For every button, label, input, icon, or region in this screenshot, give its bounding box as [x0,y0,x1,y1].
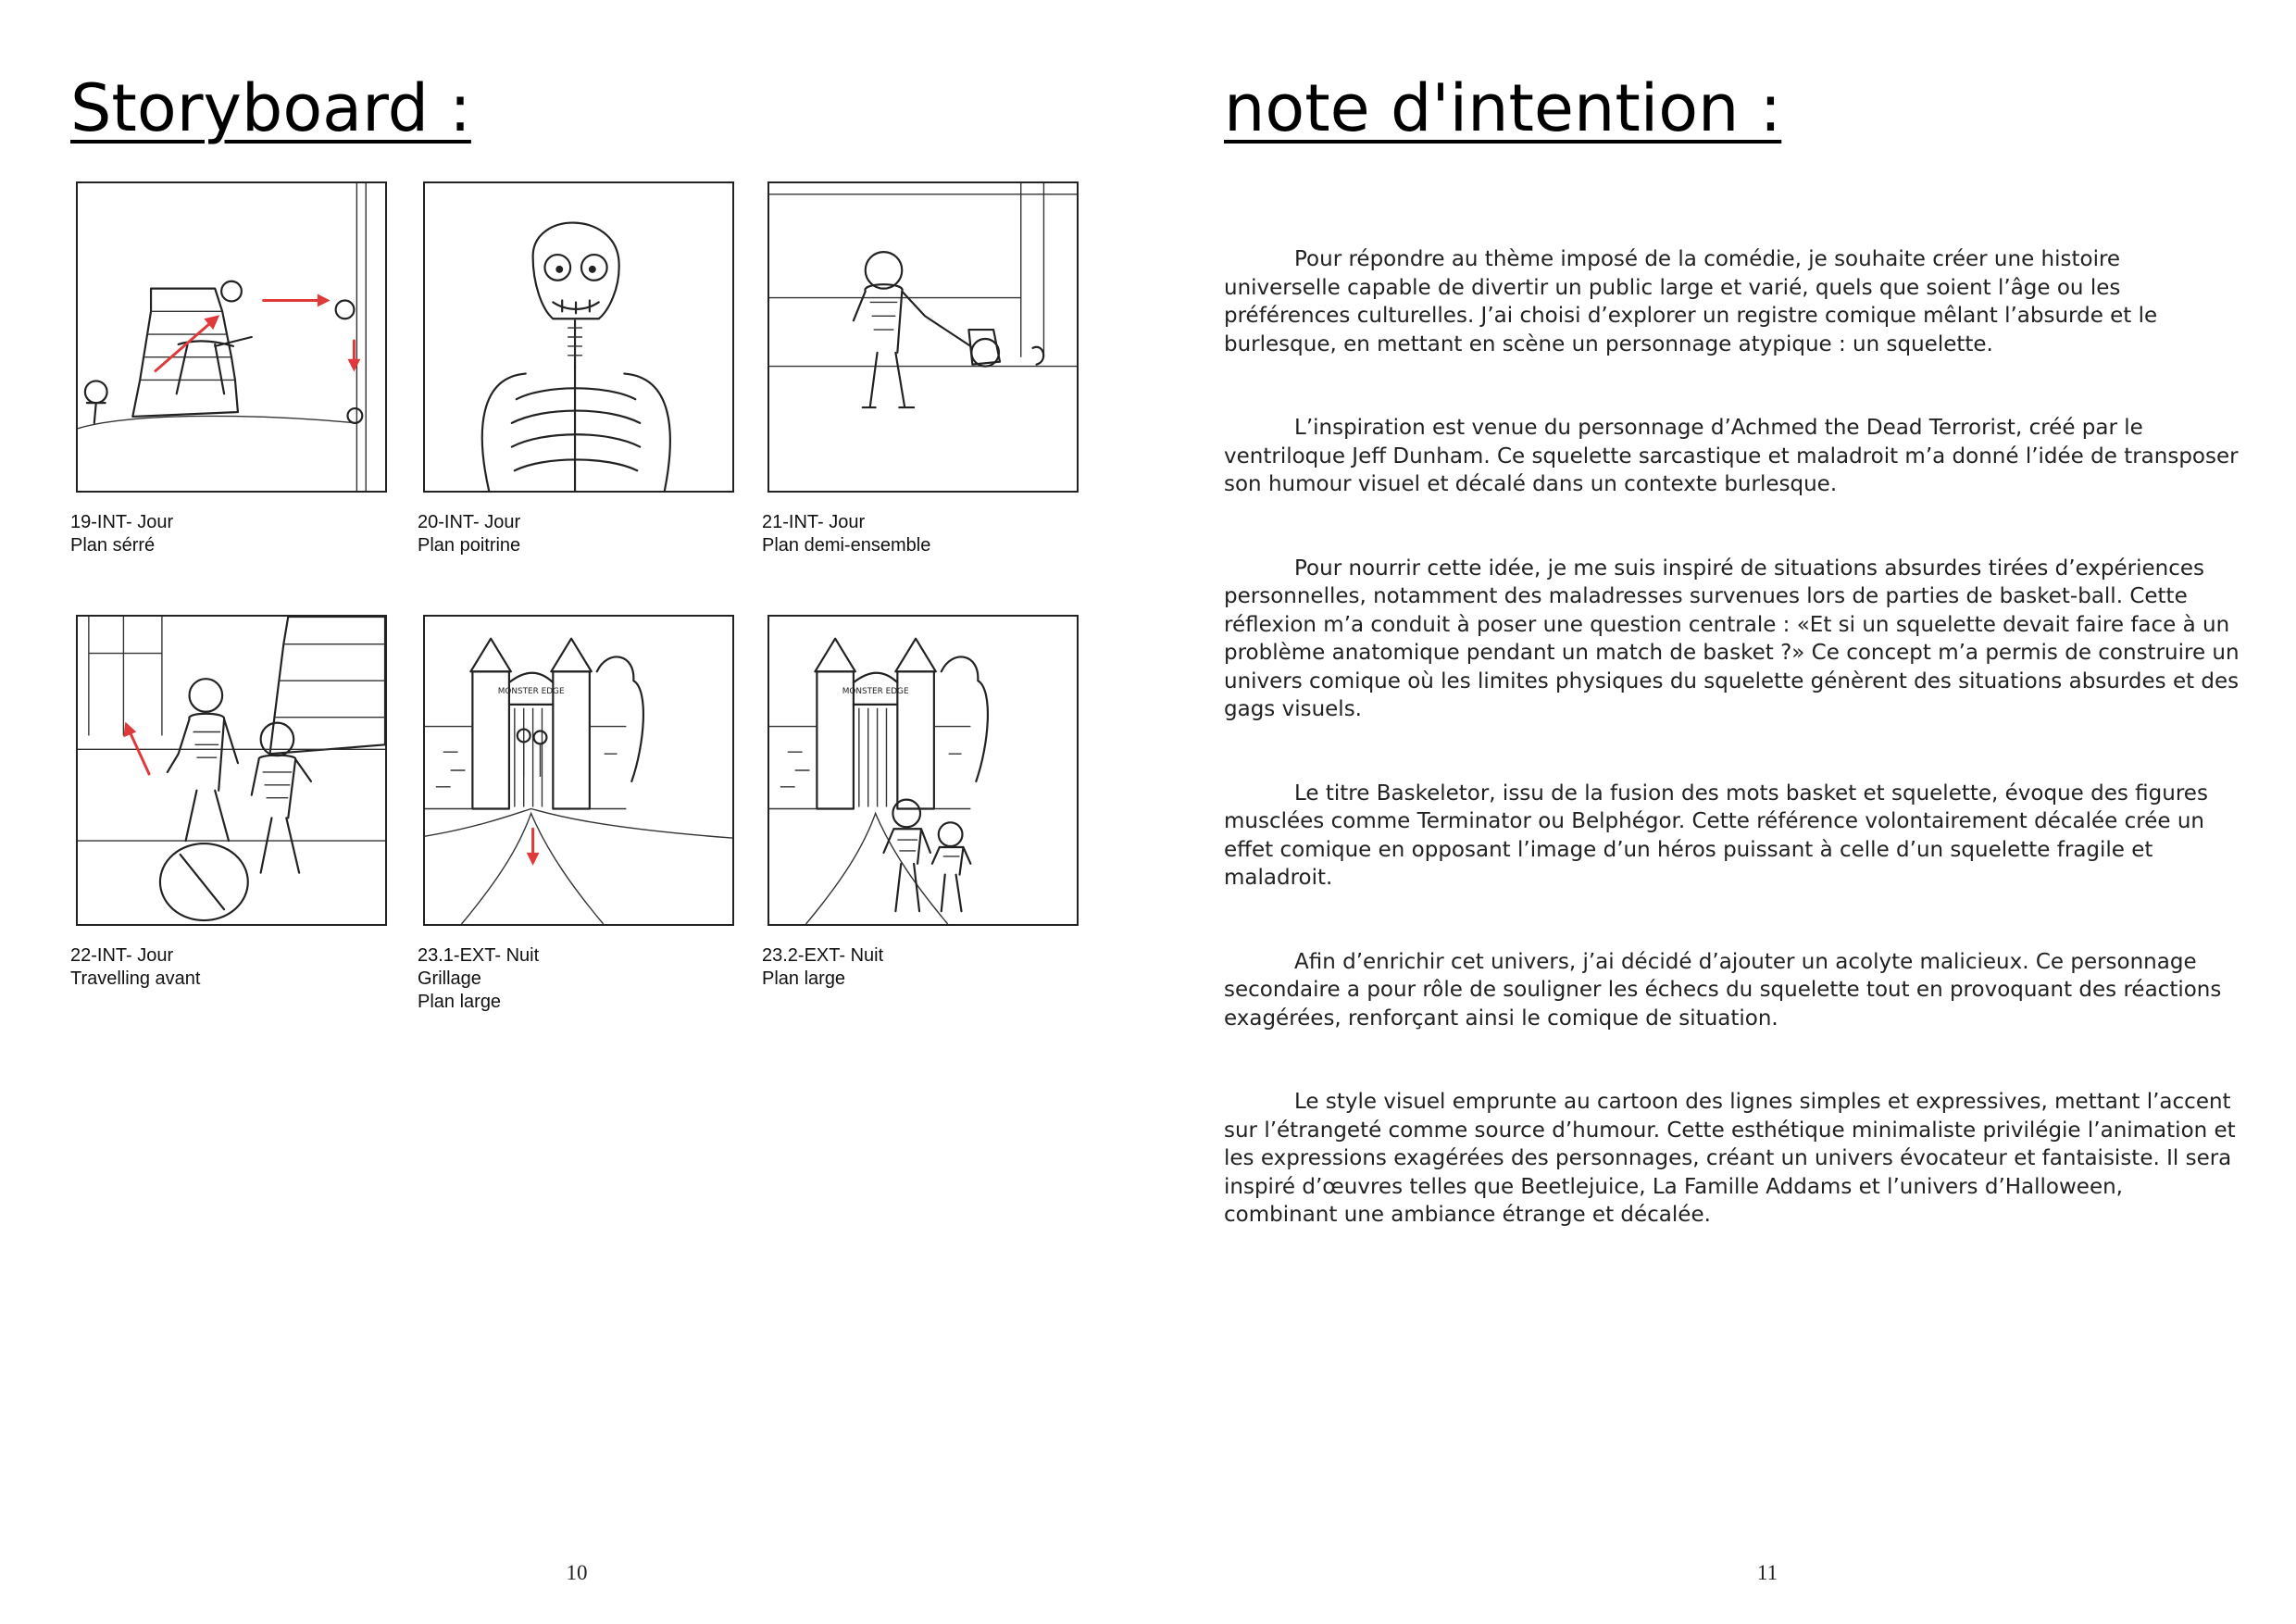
storyboard-panel-20 [423,181,734,493]
storyboard-panel-22 [76,615,387,926]
panel-23-1-caption: 23.1-EXT- Nuit Grillage Plan large [418,945,540,1012]
storyboard-panel-19 [76,181,387,493]
note-body [1224,245,2242,1285]
storyboard-panel-21 [767,181,1079,493]
panel-23-1-drawing [425,617,732,924]
note-intention-page [1148,0,2296,1624]
note-paragraph-6: Le style visuel emprunte au cartoon des lignes simples et expressives, mettant l’accent sur l’étrangeté comme source d’humour. Cette esthétique minimaliste privilégie l’animation et les expressions exagérées des personnages, créant un univers évocateur et fantaisiste. Il sera inspiré d’œuvres telles que Beetlejuice, La Famille Addams et l’univers d’Halloween, combinant une ambiance étrange et décalée. [1224,1090,2236,1227]
note-paragraph-3: Pour nourrir cette idée, je me suis inspiré de situations absurdes tirées d’expériences personnelles, notamment des maladresses survenues lors de parties de basket-ball. Cette réflexion m’a conduit à poser une question centrale : «Et si un squelette devait faire face à un problème anatomique pendant un match de basket ?» Ce concept m’a permis de construire un univers comique où les limites physiques du squelette génèrent des situations absurdes et des gags visuels. [1224,556,2240,721]
note-heading: note d'intention : [1224,70,1782,146]
note-paragraph-5: Afin d’enrichir cet univers, j’ai décidé d’ajouter un acolyte malicieux. Ce personnage secondaire a pour rôle de souligner les échecs du squelette tout en provoquant des réactions exagérées, renforçant ainsi le comique de situation. [1224,949,2222,1031]
storyboard-panel-23-2 [767,615,1079,926]
panel-23-2-caption: 23.2-EXT- Nuit Plan large [762,945,884,989]
page-number-right: 11 [1756,1561,1778,1584]
panel-22-caption: 22-INT- Jour Travelling avant [70,945,201,989]
panel-23-2-sign: MONSTER EDGE [842,687,909,696]
page-number-left: 10 [566,1561,588,1584]
panel-19-drawing [78,183,385,491]
panel-20-drawing [425,183,732,491]
panel-22-drawing [78,617,385,924]
note-paragraph-2: L’inspiration est venue du personnage d’Achmed the Dead Terrorist, créé par le ventriloque Jeff Dunham. Ce squelette sarcastique et maladroit m’a donné l’idée de transposer son humour visuel et décalé dans un contexte burlesque. [1224,416,2239,496]
panel-23-2-drawing [769,617,1077,924]
note-paragraph-1: Pour répondre au thème imposé de la comédie, je souhaite créer une histoire universelle capable de divertir un public large et varié, quels que soient l’âge ou les préférences culturelles. J’ai choisi d’explorer un registre comique mêlant l’absurde et le burlesque, en mettant en scène un personnage atypique : un squelette. [1224,247,2158,356]
panel-21-caption: 21-INT- Jour Plan demi-ensemble [762,512,931,556]
panel-19-caption: 19-INT- Jour Plan sérré [70,512,174,556]
panel-20-caption: 20-INT- Jour Plan poitrine [418,512,521,556]
note-paragraph-4: Le titre Baskeletor, issu de la fusion des mots basket et squelette, évoque des figures musclées comme Terminator ou Belphégor. Cette référence volontairement décalée crée un effet comique en opposant l’image d’un héros puissant à celle d’un squelette fragile et maladroit. [1224,781,2208,890]
storyboard-panel-23-1 [423,615,734,926]
storyboard-heading: Storyboard : [70,70,471,146]
panel-21-drawing [769,183,1077,491]
panel-23-1-sign: MONSTER EDGE [497,687,565,696]
